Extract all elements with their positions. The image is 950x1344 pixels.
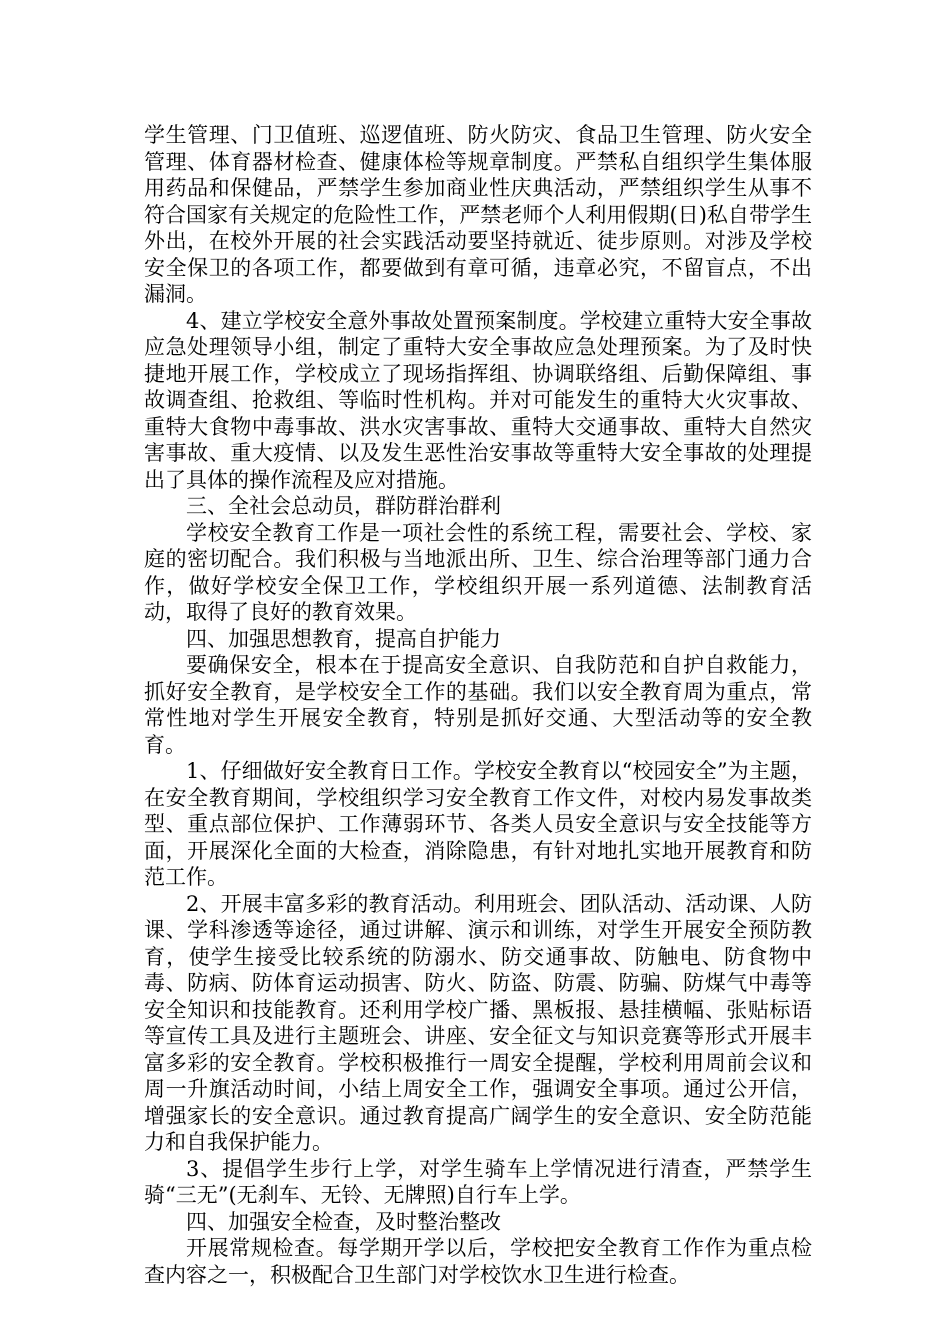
paragraph-social-cooperation: 学校安全教育工作是一项社会性的系统工程，需要社会、学校、家庭的密切配合。我们积极与当地派出所、卫生、综合治理等部门通力合作，做好学校安全保卫工作，学校组织开展一系列道德、法制教育活动，取得了良好的教育效果。: [144, 520, 812, 624]
section-heading-social-mobilization: 三、全社会总动员，群防群治群利: [186, 494, 501, 518]
paragraph-safety-day: 1、仔细做好安全教育日工作。学校安全教育以“校园安全”为主题，在安全教育期间，学校组织学习安全教育工作文件，对校内易发事故类型、重点部位保护、工作薄弱环节、各类人员安全意识与安全技能等方面，开展深化全面的大检查，消除隐患，有针对地扎实地开展教育和防范工作。: [144, 759, 812, 889]
section-heading-ideological-education: 四、加强思想教育，提高自护能力: [186, 626, 501, 651]
document-body: [144, 122, 812, 1288]
paragraph-education-activities: 2、开展丰富多彩的教育活动。利用班会、团队活动、活动课、人防课、学科渗透等途径，通过讲解、演示和训练，对学生开展安全预防教育，使学生接受比较系统的防溺水、防交通事故、防触电、防食物中毒、防病、防体育运动损害、防火、防盗、防震、防骗、防煤气中毒等安全知识和技能教育。还利用学校广播、黑板报、悬挂横幅、张贴标语等宣传工具及进行主题班会、讲座、安全征文与知识竞赛等形式开展丰富多彩的安全教育。学校积极推行一周安全提醒，学校利用周前会议和周一升旗活动时间，小结上周安全工作，强调安全事项。通过公开信，增强家长的安全意识。通过教育提高广阔学生的安全意识、安全防范能力和自我保护能力。: [144, 891, 812, 1154]
paragraph-safety-awareness: 要确保安全，根本在于提高安全意识、自我防范和自护自救能力，抓好安全教育，是学校安全工作的基础。我们以安全教育周为重点，常常性地对学生开展安全教育，特别是抓好交通、大型活动等的安全教育。: [144, 653, 812, 757]
paragraph-emergency-plan: 4、建立学校安全意外事故处置预案制度。学校建立重特大安全事故应急处理领导小组，制定了重特大安全事故应急处理预案。为了及时快捷地开展工作，学校成立了现场指挥组、协调联络组、后勤保障组、事故调查组、抢救组、等临时性机构。并对可能发生的重特大火灾事故、重特大食物中毒事故、洪水灾害事故、重特大交通事故、重特大自然灾害事故、重大疫情、以及发生恶性治安事故等重特大安全事故的处理提出了具体的操作流程及应对措施。: [144, 308, 812, 492]
paragraph-walking-to-school: 3、提倡学生步行上学，对学生骑车上学情况进行清查，严禁学生骑“三无”(无刹车、无铃、无牌照)自行车上学。: [144, 1156, 812, 1207]
paragraph-routine-inspection: 开展常规检查。每学期开学以后，学校把安全教育工作作为重点检查内容之一，积极配合卫生部门对学校饮水卫生进行检查。: [144, 1236, 812, 1287]
section-heading-safety-inspection: 四、加强安全检查，及时整治整改: [186, 1209, 501, 1234]
paragraph-regulations: 学生管理、门卫值班、巡逻值班、防火防灾、食品卫生管理、防火安全管理、体育器材检查、健康体检等规章制度。严禁私自组织学生集体服用药品和保健品，严禁学生参加商业性庆典活动，严禁组织学生从事不符合国家有关规定的危险性工作，严禁老师个人利用假期(日)私自带学生外出，在校外开展的社会实践活动要坚持就近、徒步原则。对涉及学校安全保卫的各项工作，都要做到有章可循，违章必究，不留盲点，不出漏洞。: [144, 123, 812, 306]
